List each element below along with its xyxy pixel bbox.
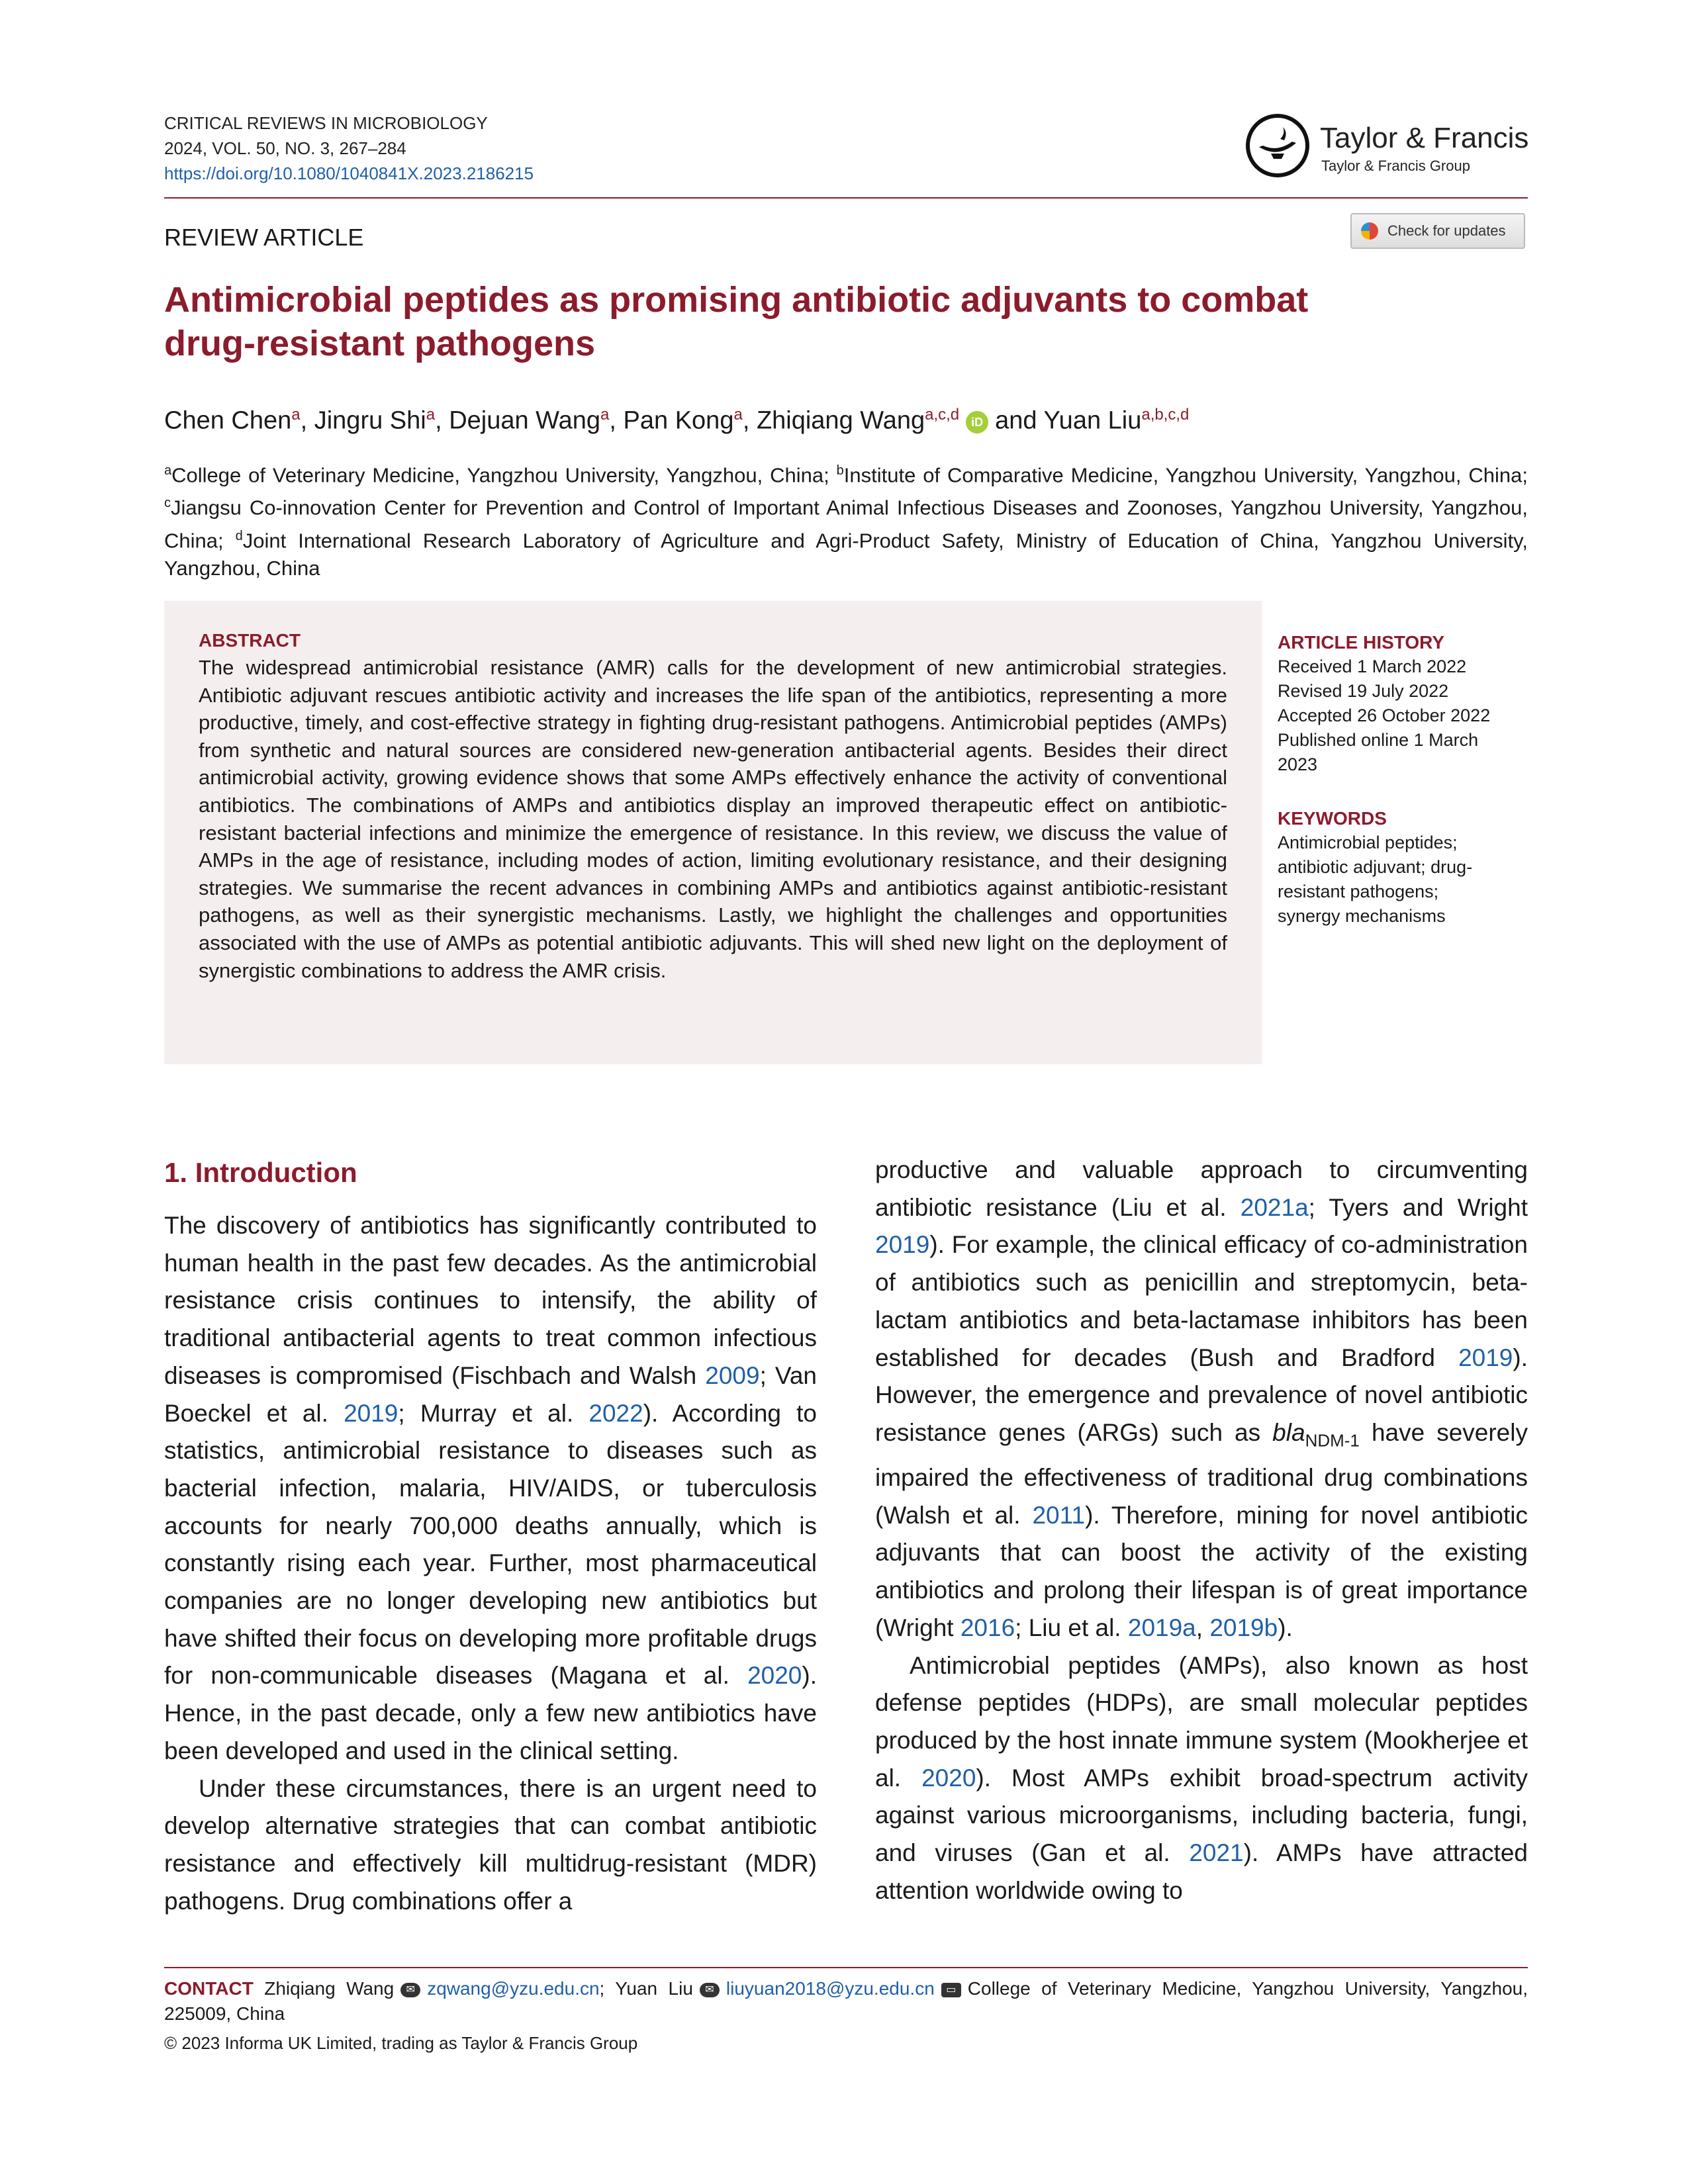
abstract-heading: ABSTRACT — [199, 630, 301, 651]
publisher-group: Taylor & Francis Group — [1321, 158, 1470, 174]
affiliation-text: Joint International Research Laboratory of Agriculture and Agri-Product Safety, Ministry of Education of China, Yangzhou University, Yangzhou, China — [164, 528, 1528, 580]
citation-link[interactable]: 2021a — [1240, 1193, 1309, 1221]
contact-label: CONTACT — [164, 1978, 254, 1999]
citation-link[interactable]: 2019b — [1209, 1614, 1278, 1641]
email-link[interactable]: zqwang@yzu.edu.cn — [427, 1978, 600, 1999]
body-text: have severely impaired the effectiveness of traditional drug combinations (Walsh et al. — [875, 1418, 1528, 1529]
gene-subscript: NDM-1 — [1305, 1430, 1360, 1451]
paragraph — [875, 1647, 1528, 1910]
right-column — [875, 1152, 1528, 1909]
citation-link[interactable]: 2021 — [1189, 1839, 1244, 1867]
article-type: REVIEW ARTICLE — [164, 224, 364, 251]
body-text: ). Most AMPs exhibit broad-spectrum activity against various microorganisms, including bacteria, fungi, and viruses (Gan et al. — [875, 1764, 1528, 1867]
copyright: © 2023 Informa UK Limited, trading as Taylor & Francis Group — [164, 2033, 638, 2053]
contact-name: Zhiqiang Wang — [264, 1978, 395, 1999]
author-name: Pan Kong — [623, 406, 734, 435]
paragraph — [164, 1207, 817, 1770]
body-text: ; Murray et al. — [398, 1399, 589, 1427]
affil-sup: c — [164, 496, 171, 511]
citation-link[interactable]: 2019a — [1127, 1614, 1196, 1641]
section-heading: 1. Introduction — [164, 1157, 357, 1188]
keywords — [1278, 806, 1556, 929]
author-affil-sup: a — [733, 406, 743, 424]
contact-address: College of Veterinary Medicine, Yangzhou University, Yangzhou, 225009, China — [164, 1978, 1528, 2024]
body-text: ; Van Boeckel et al. — [164, 1361, 817, 1427]
affil-sup: b — [836, 463, 844, 478]
email-link[interactable]: liuyuan2018@yzu.edu.cn — [726, 1978, 935, 1999]
author-affil-sup: a,b,c,d — [1141, 406, 1190, 424]
citation-link[interactable]: 2009 — [705, 1361, 760, 1389]
paragraph — [875, 1152, 1528, 1647]
author-affil-sup: a — [600, 406, 610, 424]
contact-name: Yuan Liu — [615, 1978, 693, 1999]
gene-name: bla — [1272, 1418, 1305, 1446]
body-text: ; Liu et al. — [1015, 1614, 1128, 1641]
author-name: Zhiqiang Wang — [756, 406, 925, 435]
abstract-text: The widespread antimicrobial resistance (AMR) calls for the development of new antimicrobial strategies. Antibiotic adjuvant rescues antibiotic activity and increases the life span of the antibiotics, representing a more productive, timely, and cost-effective strategy in fighting drug-resistant pathogens. Antimicrobial peptides (AMPs) from synthetic and natural sources are considered new-generation antibacterial agents. Besides their direct antimicrobial activity, growing evidence shows that some AMPs effectively enhance the activity of conventional antibiotics. The combinations of AMPs and antibiotics display an improved therapeutic effect on antibiotic-resistant bacterial infections and minimize the emergence of resistance. In this review, we discuss the value of AMPs in the age of resistance, including modes of action, limiting evolutionary resistance, and their designing strategies. We summarise the recent advances in combining AMPs and antibiotics against antibiotic-resistant pathogens, as well as their synergistic mechanisms. Lastly, we highlight the challenges and opportunities associated with the use of AMPs as potential antibiotic adjuvants. This will shed new light on the deployment of synergistic combinations to address the AMR crisis. — [199, 656, 1227, 982]
keywords-text: Antimicrobial peptides; antibiotic adjuvant; drug-resistant pathogens; synergy mechanisms — [1278, 833, 1473, 926]
author-list: Chen Chen$^a$, Jingru Shi$^a$, Dejuan Wang$^a$, Pan Kong$^a$, Zhiqiang Wang$^{a,c,d}$ iD and Yuan Liu$^{a,b,c,d}$ — [164, 406, 1190, 435]
check-updates-label: Check for updates — [1387, 222, 1506, 239]
affil-sup: d — [235, 528, 243, 543]
lamp-icon — [1244, 113, 1311, 179]
article-title — [164, 278, 1528, 365]
body-text: ). However, the emergence and prevalence of novel antibiotic resistance genes (ARGs) such as — [875, 1343, 1528, 1446]
publisher-name: Taylor & Francis — [1320, 122, 1529, 154]
author-affil-sup: a — [426, 406, 436, 424]
authors-and: and — [995, 406, 1037, 435]
left-column — [164, 1207, 817, 1920]
author-name: Dejuan Wang — [449, 406, 601, 435]
affiliation-text: Jiangsu Co-innovation Center for Prevention and Control of Important Animal Infectious Diseases and Zoonoses, Yangzhou University, Yangzhou, China; — [164, 496, 1528, 552]
history-published: Published online 1 March 2023 — [1278, 730, 1479, 774]
author-name: Yuan Liu — [1043, 406, 1142, 435]
check-updates-icon — [1361, 222, 1378, 240]
body-text: ). According to statistics, antimicrobial resistance to diseases such as bacterial infection, malaria, HIV/AIDS, or tuberculosis accounts for nearly 700,000 deaths annually, which is constantly rising each year. Further, most pharmaceutical companies are no longer developing new antibiotics but have shifted their focus on developing more profitable drugs for non-communicable diseases (Magana et al. — [164, 1399, 818, 1690]
body-text: ). AMPs have attracted attention worldwide owing to — [875, 1839, 1528, 1904]
citation-link[interactable]: 2011 — [1032, 1501, 1086, 1529]
body-text: ; Tyers and Wright — [1308, 1193, 1528, 1221]
history-accepted: Accepted 26 October 2022 — [1278, 705, 1491, 725]
email-icon: ✉ — [400, 1983, 420, 1997]
body-text: productive and valuable approach to circumventing antibiotic resistance (Liu et al. — [875, 1156, 1528, 1221]
article-history — [1278, 630, 1556, 777]
journal-name: CRITICAL REVIEWS IN MICROBIOLOGY — [164, 113, 488, 133]
paragraph: Under these circumstances, there is an urgent need to develop alternative strategies that can combat antibiotic resistance and effectively kill multidrug-resistant (MDR) pathogens. Drug combinations offer a — [164, 1774, 817, 1915]
body-text: ). Hence, in the past decade, only a few new antibiotics have been developed and used in the clinical setting. — [164, 1662, 817, 1764]
address-icon: ▭ — [941, 1983, 961, 1997]
check-updates-button[interactable] — [1350, 213, 1525, 249]
affiliation-text: Institute of Comparative Medicine, Yangzhou University, Yangzhou, China; — [843, 463, 1528, 487]
doi-link[interactable]: https://doi.org/10.1080/1040841X.2023.2186215 — [164, 163, 534, 183]
history-revised: Revised 19 July 2022 — [1278, 681, 1449, 701]
body-text: ). For example, the clinical efficacy of co-administration of antibiotics such as penicillin and streptomycin, beta-lactam antibiotics and beta-lactamase inhibitors has been established for decades (Bush and Bradford — [875, 1231, 1528, 1371]
title-line-2: drug-resistant pathogens — [164, 324, 596, 363]
orcid-icon[interactable]: iD — [966, 411, 988, 433]
body-text: ). — [1278, 1614, 1293, 1641]
body-text: Antimicrobial peptides (AMPs), also known as host defense peptides (HDPs), are small molecular peptides produced by the host innate immune system (Mookherjee et al. — [875, 1651, 1528, 1792]
affiliation-text: College of Veterinary Medicine, Yangzhou University, Yangzhou, China; — [171, 463, 829, 487]
body-text: The discovery of antibiotics has significantly contributed to human health in the past few decades. As the antimicrobial resistance crisis continues to intensify, the ability of traditional antibacterial agents to treat common infectious diseases is compromised (Fischbach and Walsh — [164, 1212, 817, 1389]
body-text: ). Therefore, mining for novel antibiotic adjuvants that can boost the activity of the existing antibiotics and prolong their lifespan is of great importance (Wright — [875, 1501, 1528, 1641]
contact-block — [164, 1976, 1528, 2026]
author-name: Jingru Shi — [314, 406, 426, 435]
citation-link[interactable]: 2022 — [588, 1399, 643, 1427]
header-rule — [164, 197, 1528, 199]
citation-link[interactable]: 2019 — [1458, 1343, 1513, 1371]
citation-link[interactable]: 2019 — [344, 1399, 399, 1427]
author-name: Chen Chen — [164, 406, 292, 435]
article-history-heading: ARTICLE HISTORY — [1278, 632, 1445, 653]
body-text: , — [1196, 1614, 1210, 1641]
volume-info: 2024, VOL. 50, NO. 3, 267–284 — [164, 138, 406, 158]
author-affil-sup: a — [291, 406, 301, 424]
citation-link[interactable]: 2016 — [960, 1614, 1015, 1641]
keywords-heading: KEYWORDS — [1278, 808, 1387, 829]
footer-rule — [164, 1967, 1528, 1968]
citation-link[interactable]: 2020 — [747, 1662, 802, 1690]
affil-sup: a — [164, 463, 172, 478]
history-received: Received 1 March 2022 — [1278, 657, 1467, 676]
citation-link[interactable]: 2019 — [875, 1231, 930, 1259]
email-icon: ✉ — [700, 1983, 720, 1997]
author-affil-sup: a,c,d — [925, 406, 960, 424]
citation-link[interactable]: 2020 — [921, 1764, 976, 1792]
affiliations — [164, 457, 1528, 582]
title-line-1: Antimicrobial peptides as promising antibiotic adjuvants to combat — [164, 280, 1309, 320]
separator: ; — [599, 1978, 605, 1999]
